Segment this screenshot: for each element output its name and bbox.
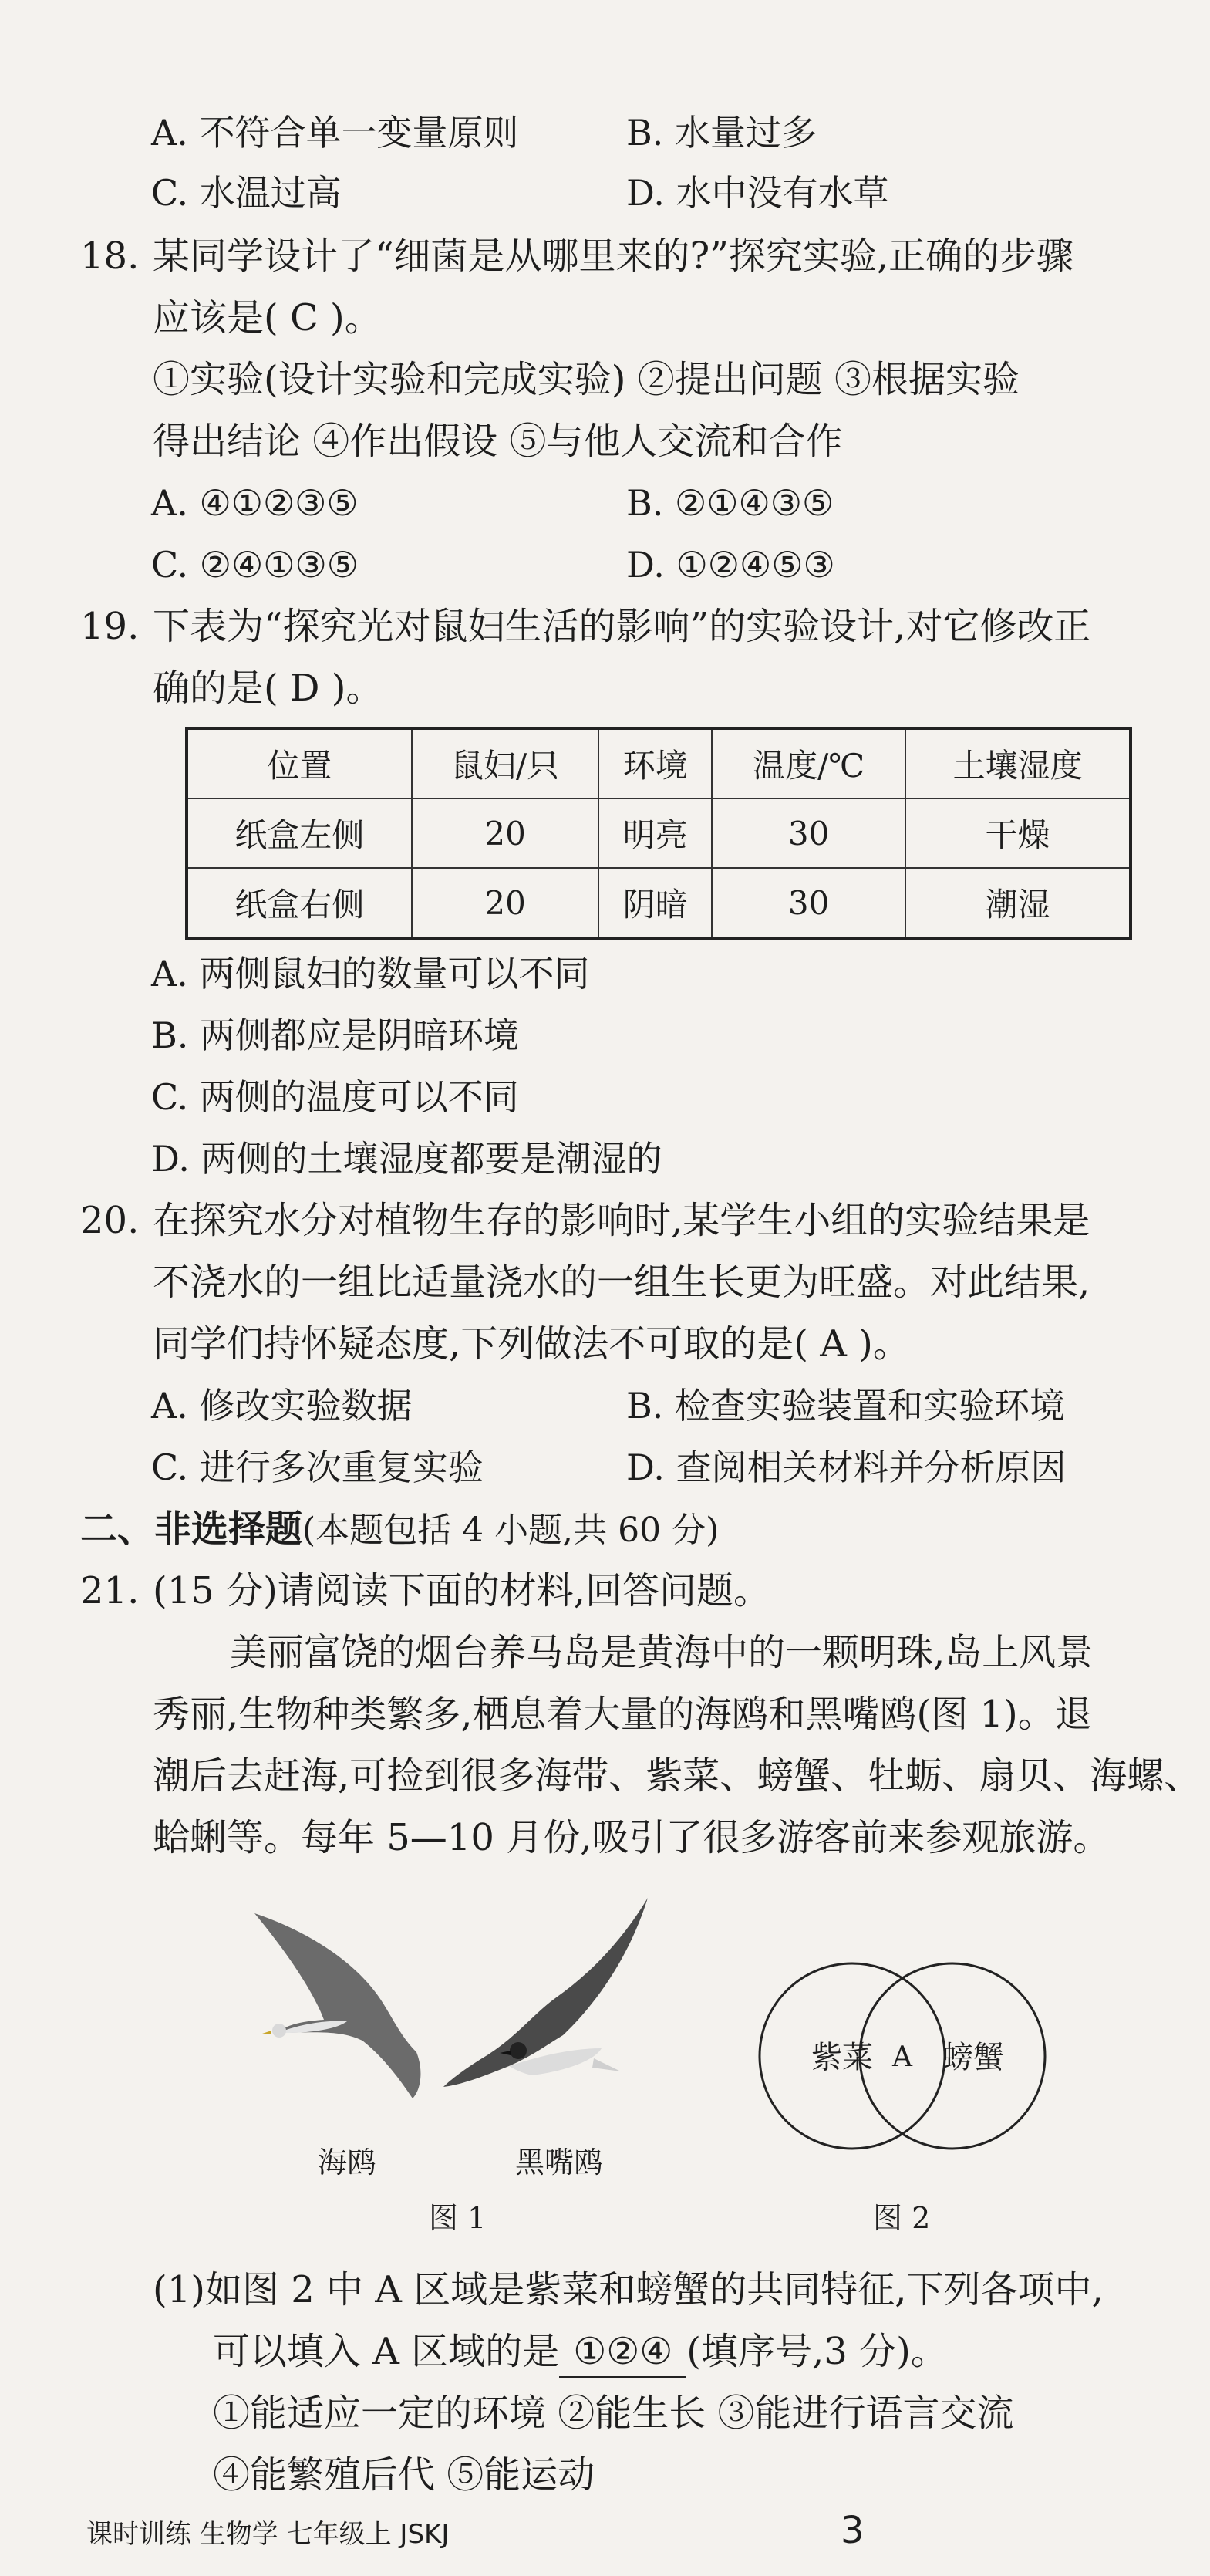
q21-material-line3: 潮后去赶海,可捡到很多海带、紫菜、螃蟹、牡蛎、扇贝、海螺、 [153,1754,1202,1798]
q20-option-c: C. 进行多次重复实验 [151,1447,484,1488]
q20-option-b: B. 检查实验装置和实验环境 [626,1385,1066,1426]
q20-stem-line3: 同学们持怀疑态度,下列做法不可取的是( A )。 [153,1322,910,1366]
q20-stem-line1: 在探究水分对植物生存的影响时,某学生小组的实验结果是 [153,1199,1090,1242]
q21-sub1-line2 [213,2327,948,2378]
q21-intro: (15 分)请阅读下面的材料,回答问题。 [153,1569,771,1612]
table-header-cell: 温度/℃ [712,728,905,798]
page-number: 3 [841,2509,865,2552]
q21-material-line1: 美丽富饶的烟台养马岛是黄海中的一颗明珠,岛上风景 [230,1631,1094,1674]
gull-illustration [254,1913,420,2098]
sub1-suffix: (填序号,3 分)。 [686,2330,948,2373]
q17-option-c: C. 水温过高 [151,172,342,214]
figure-1-birds [231,1882,663,2137]
q18-steps-line1: ①实验(设计实验和完成实验) ②提出问题 ③根据实验 [153,358,1020,401]
q20-option-d: D. 查阅相关材料并分析原因 [626,1447,1067,1488]
sub1-answer-blank: ①②④ [559,2327,686,2378]
q18-option-b: B. ②①④③⑤ [626,482,834,524]
table-cell: 20 [412,798,599,868]
q21-sub1-items-line2: ④能繁殖后代 ⑤能运动 [213,2453,595,2497]
q17-option-a: A. 不符合单一变量原则 [151,112,519,154]
sub1-prefix: 可以填入 A 区域的是 [213,2330,560,2373]
q17-option-b: B. 水量过多 [626,112,817,154]
table-cell: 30 [712,868,905,938]
q21-material-line2: 秀丽,生物种类繁多,栖息着大量的海鸥和黑嘴鸥(图 1)。退 [153,1693,1092,1736]
q21-material-line4: 蛤蜊等。每年 5—10 月份,吸引了很多游客前来参观旅游。 [153,1816,1111,1859]
table-header-cell: 环境 [598,728,712,798]
figure-1-caption: 图 1 [429,2201,487,2235]
table-row [187,798,1131,868]
table-cell: 潮湿 [905,868,1131,938]
table-cell: 纸盒右侧 [187,868,412,938]
q21-sub1-items-line1: ①能适应一定的环境 ②能生长 ③能进行语言交流 [213,2392,1014,2435]
table-row [187,868,1131,938]
q19-stem-line1: 下表为“探究光对鼠妇生活的影响”的实验设计,对它修改正 [153,605,1091,648]
section-note: (本题包括 4 小题,共 60 分) [302,1511,720,1550]
q18-steps-line2: 得出结论 ④作出假设 ⑤与他人交流和合作 [153,420,843,463]
table-cell: 明亮 [598,798,712,868]
venn-center-label: A [892,2041,912,2073]
q18-stem-line1: 某同学设计了“细菌是从哪里来的?”探究实验,正确的步骤 [153,235,1074,278]
q19-option-b: B. 两侧都应是阴暗环境 [151,1015,520,1056]
table-cell: 阴暗 [598,868,712,938]
figure-2-caption: 图 2 [873,2201,931,2235]
table-header-cell: 位置 [187,728,412,798]
q18-option-a: A. ④①②③⑤ [151,482,359,524]
venn-right-label: 螃蟹 [942,2040,1004,2075]
q20-stem-line2: 不浇水的一组比适量浇水的一组生长更为旺盛。对此结果, [153,1261,1090,1304]
black-billed-gull-illustration [443,1898,648,2087]
venn-left-label: 紫菜 [811,2040,873,2075]
q19-stem-line2: 确的是( D )。 [153,667,383,710]
table-header-cell: 土壤湿度 [905,728,1131,798]
q19-option-d: D. 两侧的土壤湿度都要是潮湿的 [151,1138,662,1180]
table-cell: 纸盒左侧 [187,798,412,868]
q19-option-c: C. 两侧的温度可以不同 [151,1076,519,1118]
table-cell: 干燥 [905,798,1131,868]
q19-option-a: A. 两侧鼠妇的数量可以不同 [151,953,590,994]
q19-number: 19. [80,605,140,648]
q20-option-a: A. 修改实验数据 [151,1385,413,1426]
section-heading [80,1504,719,1555]
q18-number: 18. [80,235,140,278]
footer-book-info: 课时训练 生物学 七年级上 JSKJ [86,2519,450,2550]
q17-option-d: D. 水中没有水草 [626,172,889,214]
table-header-row [187,728,1131,798]
bird2-label: 黑嘴鸥 [515,2146,604,2179]
q21-number: 21. [80,1569,140,1612]
bird1-label: 海鸥 [318,2146,377,2179]
q18-option-c: C. ②④①③⑤ [151,544,359,586]
figure-2-venn [740,1952,1064,2160]
table-cell: 30 [712,798,905,868]
table-cell: 20 [412,868,599,938]
q18-option-d: D. ①②④⑤③ [626,544,835,586]
q18-stem-line2: 应该是( C )。 [153,296,382,339]
experiment-table [185,727,1132,940]
section-title: 二、非选择题 [80,1507,303,1551]
q21-sub1-line1: (1)如图 2 中 A 区域是紫菜和螃蟹的共同特征,下列各项中, [153,2268,1104,2311]
q20-number: 20. [80,1199,140,1242]
table-header-cell: 鼠妇/只 [412,728,599,798]
